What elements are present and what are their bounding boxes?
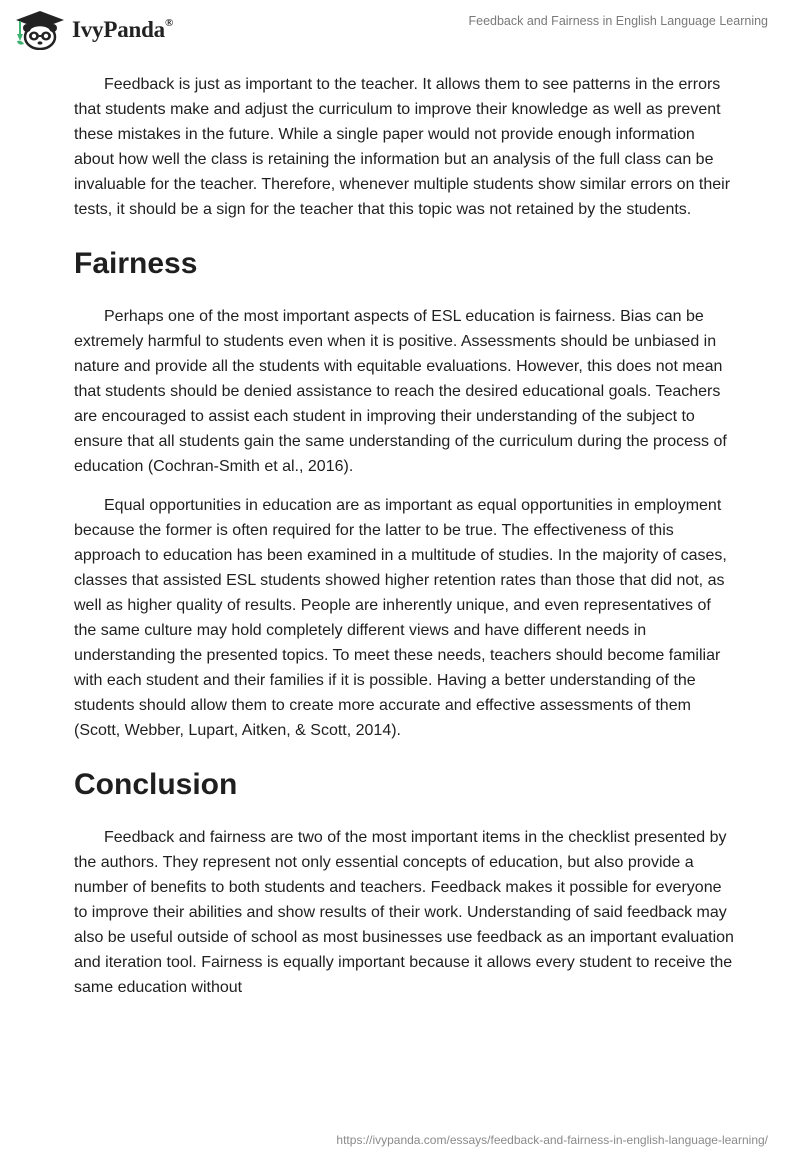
document-title: Feedback and Fairness in English Language Learning <box>468 14 768 28</box>
panda-graduate-icon <box>14 10 66 50</box>
essay-body <box>74 72 734 1014</box>
page-header <box>0 0 800 62</box>
heading-fairness: Fairness <box>74 247 198 280</box>
source-url[interactable]: https://ivypanda.com/essays/feedback-and-fairness-in-english-language-learning/ <box>336 1133 768 1147</box>
paragraph-equal-opportunities: Equal opportunities in education are as important as equal opportunities in employment because the former is often required for the latter to be true. The effectiveness of this approach to education has been examined in a multitude of studies. In the majority of cases, classes that assisted ESL students showed higher retention rates than those that did not, as well as higher quality of results. People are inherently unique, and even representatives of the same culture may hold completely different views and have different needs in understanding the presented topics. To meet these needs, teachers should become familiar with each student and their families if it is possible. Having a better understanding of the students should allow them to create more accurate and effective assessments of them (Scott, Webber, Lupart, Aitken, & Scott, 2014). <box>74 497 727 739</box>
paragraph-feedback-teacher: Feedback is just as important to the teacher. It allows them to see patterns in the errors that students make and adjust the curriculum to improve their knowledge as well as prevent these mistakes in the future. While a single paper would not provide enough information about how well the class is retaining the information but an analysis of the full class can be invaluable for the teacher. Therefore, whenever multiple students show similar errors on their tests, it should be a sign for the teacher that this topic was not retained by the students. <box>74 76 731 218</box>
paragraph-fairness-aspects: Perhaps one of the most important aspects of ESL education is fairness. Bias can be extremely harmful to students even when it is positive. Assessments should be unbiased in nature and provide all the students with equitable evaluations. However, this does not mean that students should be denied assistance to reach the desired educational goals. Teachers are encouraged to assist each student in improving their understanding of the subject to ensure that all students gain the same understanding of the curriculum during the process of education (Cochran-Smith et al., 2016). <box>74 308 727 475</box>
brand-name: IvyPanda® <box>72 17 174 42</box>
paragraph-conclusion: Feedback and fairness are two of the most important items in the checklist presented by the authors. They represent not only essential concepts of education, but also provide a number of benefits to both students and teachers. Feedback makes it possible for everyone to improve their abilities and show results of their work. Understanding of said feedback may also be useful outside of school as most businesses use feedback as an important evaluation and iteration tool. Fairness is equally important because it allows every student to receive the same education without <box>74 829 734 996</box>
heading-conclusion: Conclusion <box>74 768 238 801</box>
ivypanda-logo[interactable] <box>14 10 173 50</box>
